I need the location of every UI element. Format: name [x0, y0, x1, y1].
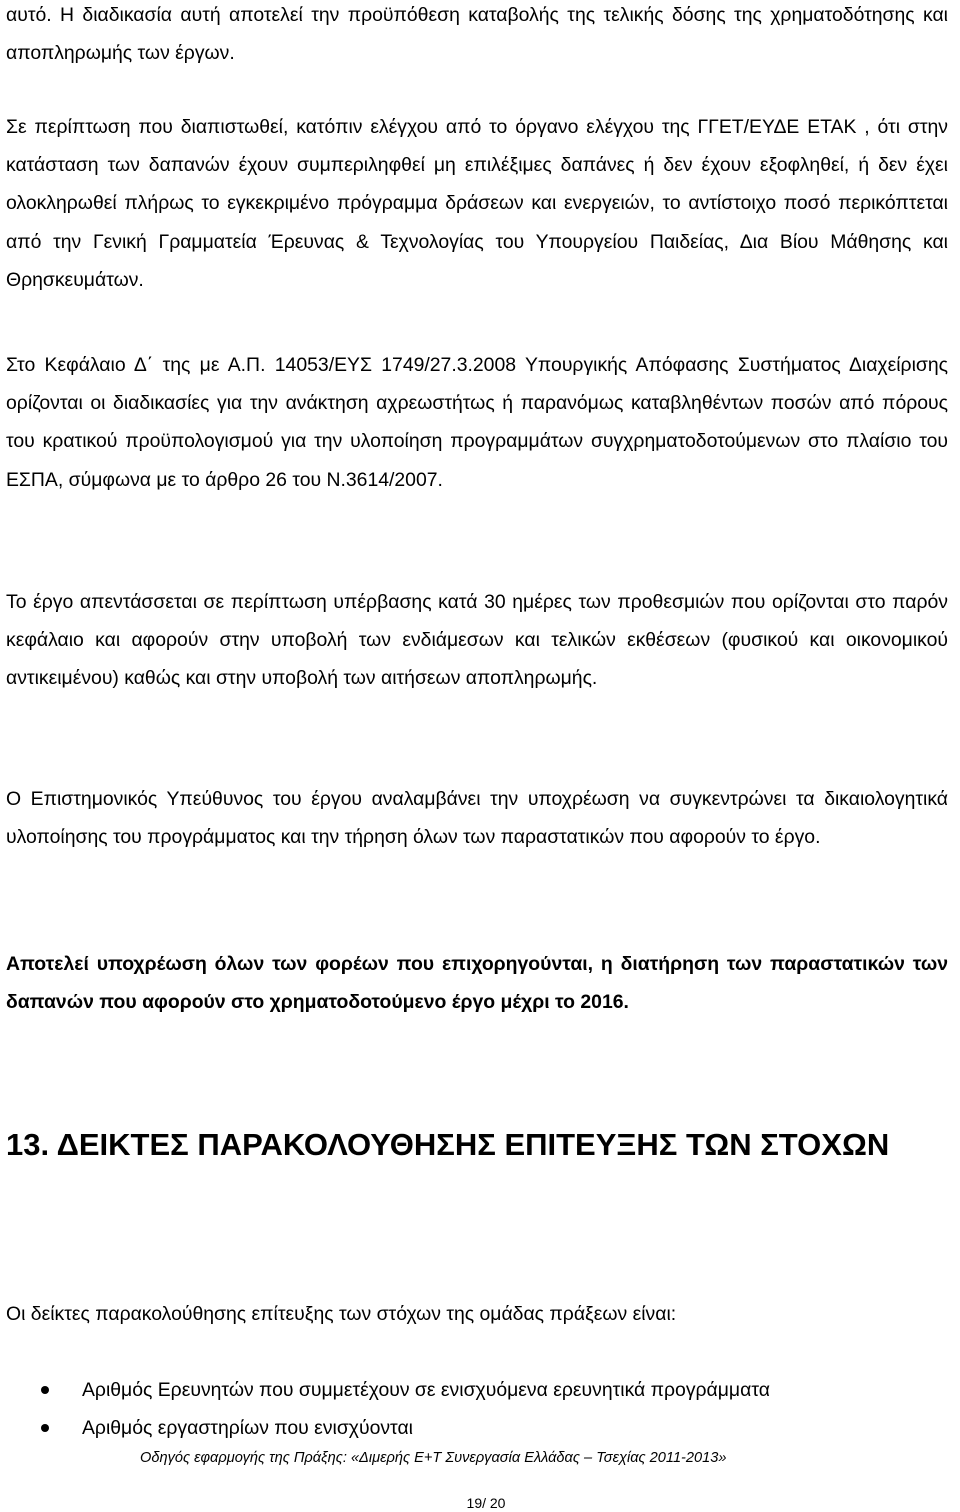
footer-guide-title: Οδηγός εφαρμογής της Πράξης: «Διμερής Ε+Τ Συνεργασία Ελλάδας – Τσεχίας 2011-2013»: [140, 1450, 727, 1466]
list-item: [6, 1409, 948, 1447]
list-item: [6, 1371, 948, 1409]
section-intro: Οι δείκτες παρακολούθησης επίτευξης των στόχων της ομάδας πράξεων είναι:: [6, 1303, 677, 1325]
bullet-icon: [41, 1424, 49, 1432]
section-heading: [6, 1116, 948, 1174]
paragraph-scientific-lead: Ο Επιστημονικός Υπεύθυνος του έργου αναλαμβάνει την υποχρέωση να συγκεντρώνει τα δικαιολογητικά υλοποίησης του προγράμματος και την τήρηση όλων των παραστατικών που αφορούν το έργο.: [6, 788, 948, 849]
bullet-icon: [41, 1386, 49, 1394]
paragraph-expense-check: Σε περίπτωση που διαπιστωθεί, κατόπιν ελέγχου από το όργανο ελέγχου της ΓΓΕΤ/ΕΥΔΕ ΕΤΑΚ , ότι στην κατάσταση των δαπανών έχουν συμπεριληφθεί μη επιλέξιμες δαπάνες ή δεν έχουν εξοφληθεί, ή δεν έχει ολοκληρωθεί πλήρως το εγκεκριμένο πρόγραμμα δράσεων και ενεργειών, το αντίστοιχο ποσό περικόπτεται από την Γενική Γραμματεία Έρευνας & Τεχνολογίας του Υπουργείου Παιδείας, Δια Βίου Μάθησης και Θρησκευμάτων.: [6, 116, 948, 291]
paragraph-continuation: αυτό. Η διαδικασία αυτή αποτελεί την προϋπόθεση καταβολής της τελικής δόσης της χρηματοδότησης και αποπληρωμής των έργων.: [6, 4, 948, 65]
paragraph-deadline-exclusion: Το έργο απεντάσσεται σε περίπτωση υπέρβασης κατά 30 ημέρες των προθεσμιών που ορίζονται στο παρόν κεφάλαιο και αφορούν στην υποβολή των ενδιάμεσων και τελικών εκθέσεων (φυσικού και οικονομικού αντικειμένου) καθώς και στην υποβολή των αιτήσεων αποπληρωμής.: [6, 591, 948, 690]
list-item-text: Αριθμός Ερευνητών που συμμετέχουν σε ενισχυόμενα ερευνητικά προγράμματα: [82, 1379, 770, 1401]
section-title: ΔΕΙΚΤΕΣ ΠΑΡΑΚΟΛΟΥΘΗΣΗΣ ΕΠΙΤΕΥΞΗΣ ΤΩΝ ΣΤΟΧΩΝ: [56, 1127, 890, 1162]
paragraph-recovery-procedures: Στο Κεφάλαιο Δ΄ της με Α.Π. 14053/ΕΥΣ 1749/27.3.2008 Υπουργικής Απόφασης Συστήματος Διαχείρισης ορίζονται οι διαδικασίες για την ανάκτηση αχρεωστήτως ή παρανόμως καταβληθέντων ποσών από πόρους του κρατικού προϋπολογισμού για την υλοποίηση προγραμμάτων συγχρηματοδοτούμενων στο πλαίσιο του ΕΣΠΑ, σύμφωνα με το άρθρο 26 του Ν.3614/2007.: [6, 354, 948, 491]
indicator-list: [6, 1371, 948, 1447]
section-number: 13.: [6, 1127, 50, 1162]
list-item-text: Αριθμός εργαστηρίων που ενισχύονται: [82, 1417, 413, 1439]
paragraph-retention-obligation: Αποτελεί υποχρέωση όλων των φορέων που επιχορηγούνται, η διατήρηση των παραστατικών των δαπανών που αφορούν στο χρηματοδοτούμενο έργο μέχρι το 2016.: [6, 953, 948, 1014]
page-number: 19/ 20: [466, 1495, 506, 1511]
